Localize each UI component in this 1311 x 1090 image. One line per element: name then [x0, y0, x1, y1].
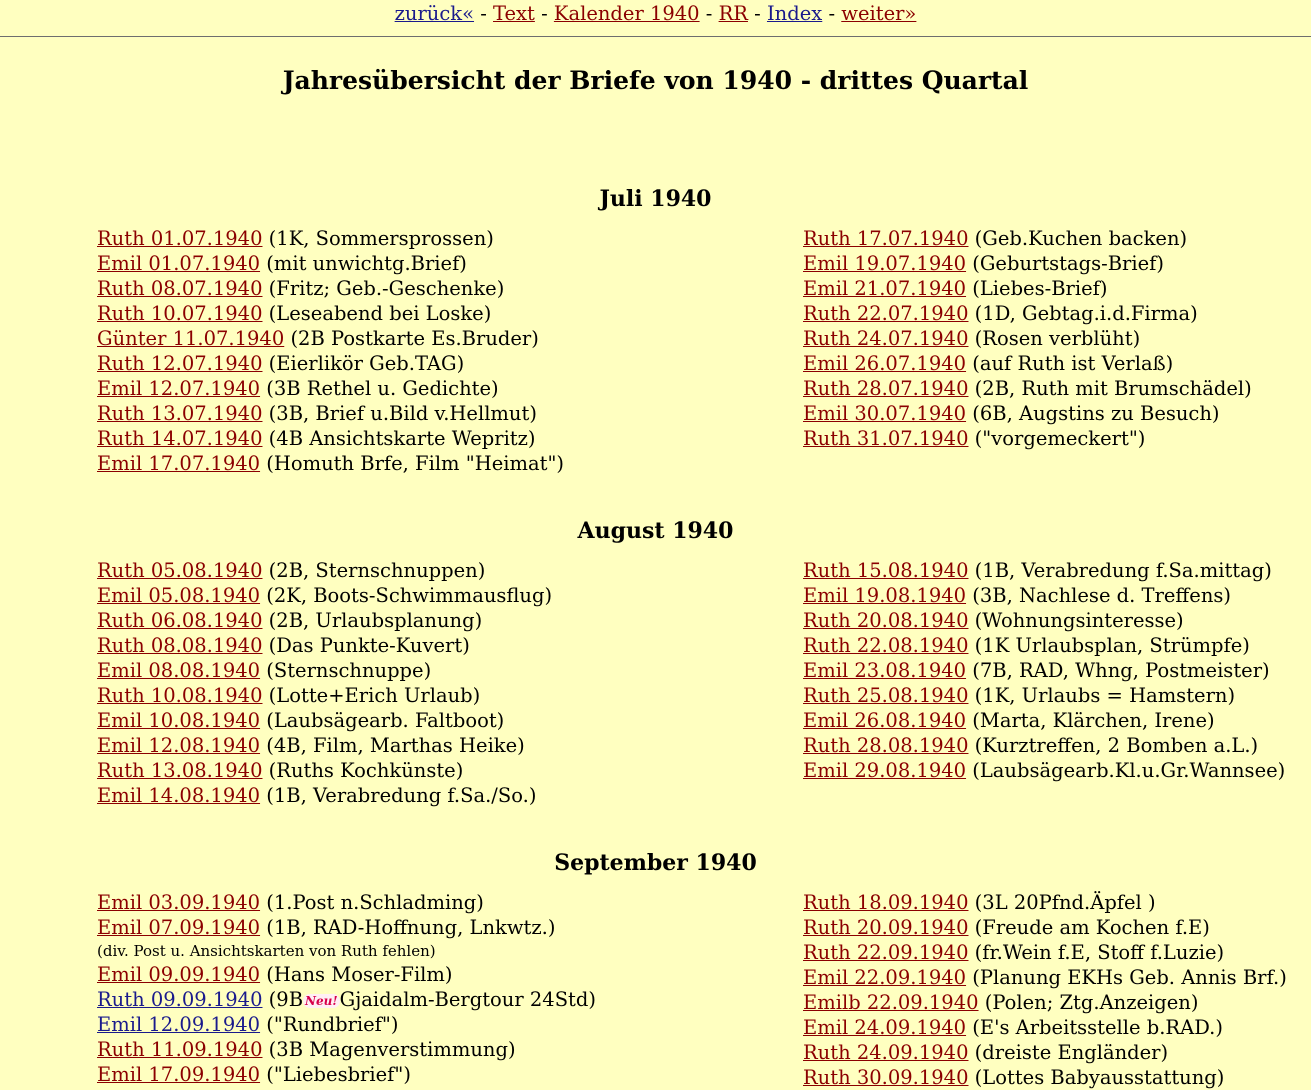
month-section — [0, 186, 1311, 518]
letter-entry — [97, 1012, 596, 1037]
letter-description: (6B, Augstins zu Besuch) — [966, 402, 1220, 425]
letter-description: (Marta, Klärchen, Irene) — [966, 709, 1215, 732]
letter-description: (auf Ruth ist Verlaß) — [966, 352, 1174, 375]
letter-description: (2B, Urlaubsplanung) — [262, 609, 483, 632]
letter-description: (2B, Ruth mit Brumschädel) — [968, 377, 1252, 400]
letter-link[interactable]: Ruth 22.09.1940 — [803, 941, 969, 964]
letter-entry — [97, 608, 552, 633]
nav-separator: - — [474, 2, 494, 25]
letter-link[interactable]: Ruth 31.07.1940 — [803, 427, 969, 450]
letter-entry — [97, 276, 564, 301]
letter-description: (Liebes-Brief) — [966, 277, 1108, 300]
letter-link[interactable]: Emilb 22.09.1940 — [803, 991, 979, 1014]
letter-entry — [97, 426, 564, 451]
letter-entry — [803, 658, 1285, 683]
month-heading: September 1940 — [554, 850, 757, 876]
letter-description: (Lotte+Erich Urlaub) — [262, 684, 481, 707]
letter-description: (Homuth Brfe, Film "Heimat") — [260, 452, 565, 475]
letter-description: (3L 20Pfnd.Äpfel ) — [968, 891, 1156, 914]
letter-column-right — [803, 890, 1287, 1090]
letter-description: (1B, Verabredung f.Sa.mittag) — [968, 559, 1272, 582]
letter-column-left — [97, 890, 596, 1087]
letter-description: (2B, Sternschnuppen) — [262, 559, 486, 582]
letter-entry — [803, 1015, 1287, 1040]
letter-entry — [97, 226, 564, 251]
nav-link-index[interactable]: Index — [766, 2, 823, 25]
letter-entry — [97, 658, 552, 683]
letter-description: (fr.Wein f.E, Stoff f.Luzie) — [968, 941, 1225, 964]
letter-link[interactable]: Emil 07.09.1940 — [97, 916, 261, 939]
nav-link-calendar[interactable]: Kalender 1940 — [553, 2, 700, 25]
letter-description: (Kurztreffen, 2 Bomben a.L.) — [968, 734, 1259, 757]
letter-description: (1D, Gebtag.i.d.Firma) — [968, 302, 1198, 325]
month-heading: August 1940 — [577, 518, 734, 544]
letter-entry — [803, 426, 1252, 451]
letter-description: (Fritz; Geb.-Geschenke) — [262, 277, 505, 300]
letter-entry — [97, 1037, 596, 1062]
letter-entry — [803, 326, 1252, 351]
top-navigation — [0, 0, 1311, 37]
letter-entry — [803, 301, 1252, 326]
letter-entry — [803, 1040, 1287, 1065]
letter-link[interactable]: Emil 17.07.1940 — [97, 452, 261, 475]
letter-description: (3B, Brief u.Bild v.Hellmut) — [262, 402, 537, 425]
letter-description: (1K Urlaubsplan, Strümpfe) — [968, 634, 1250, 657]
letter-description: (Leseabend bei Loske) — [262, 302, 492, 325]
letter-entry — [803, 708, 1285, 733]
letter-entry — [803, 915, 1287, 940]
letter-description: (Wohnungsinteresse) — [968, 609, 1184, 632]
letter-description: (Eierlikör Geb.TAG) — [262, 352, 465, 375]
letter-link[interactable]: Ruth 24.09.1940 — [803, 1041, 969, 1064]
letter-link[interactable]: Emil 26.08.1940 — [803, 709, 967, 732]
letter-link[interactable]: Emil 23.08.1940 — [803, 659, 967, 682]
letter-description: (Geb.Kuchen backen) — [968, 227, 1188, 250]
letter-link[interactable]: Ruth 05.08.1940 — [97, 559, 263, 582]
letter-description: (1B, Verabredung f.Sa./So.) — [260, 784, 537, 807]
letter-entry — [97, 962, 596, 987]
letter-link[interactable]: Günter 11.07.1940 — [97, 327, 285, 350]
letter-link[interactable]: Emil 12.08.1940 — [97, 734, 261, 757]
letter-entry — [97, 633, 552, 658]
letter-description: (dreiste Engländer) — [968, 1041, 1169, 1064]
letter-description: (Lottes Babyausstattung) — [968, 1066, 1225, 1089]
letter-entry — [803, 890, 1287, 915]
letter-entry — [97, 890, 596, 915]
letter-entry — [97, 351, 564, 376]
nav-separator: - — [747, 2, 767, 25]
letter-entry — [803, 965, 1287, 990]
letter-description: (Ruths Kochkünste) — [262, 759, 464, 782]
letter-link[interactable]: Emil 21.07.1940 — [803, 277, 967, 300]
letter-link[interactable]: Ruth 28.08.1940 — [803, 734, 969, 757]
letter-entry — [803, 608, 1285, 633]
letter-entry — [97, 251, 564, 276]
letter-entry — [97, 987, 596, 1012]
letter-entry — [97, 558, 552, 583]
letter-description: (Hans Moser-Film) — [260, 963, 453, 986]
letter-link[interactable]: Ruth 10.07.1940 — [97, 302, 263, 325]
letter-description: (4B Ansichtskarte Wepritz) — [262, 427, 536, 450]
letter-column-left — [97, 558, 552, 808]
letter-entry — [97, 758, 552, 783]
letter-description: Gjaidalm-Bergtour 24Std) — [339, 988, 596, 1011]
letter-link[interactable]: Emil 24.09.1940 — [803, 1016, 967, 1039]
nav-link-rr[interactable]: RR — [718, 2, 748, 25]
letter-description: (3B, Nachlese d. Treffens) — [966, 584, 1231, 607]
missing-post-note: (div. Post u. Ansichtskarten von Ruth fehlen) — [97, 942, 436, 960]
letter-entry — [803, 583, 1285, 608]
letter-entry — [803, 558, 1285, 583]
letter-link[interactable]: Ruth 11.09.1940 — [97, 1038, 263, 1061]
letter-entry — [97, 401, 564, 426]
letter-link[interactable]: Emil 29.08.1940 — [803, 759, 967, 782]
letter-description: (1K, Urlaubs = Hamstern) — [968, 684, 1236, 707]
letter-entry — [803, 226, 1252, 251]
letter-link[interactable]: Emil 08.08.1940 — [97, 659, 261, 682]
letter-link[interactable]: Ruth 20.09.1940 — [803, 916, 969, 939]
letter-description: (1B, RAD-Hoffnung, Lnkwtz.) — [260, 916, 556, 939]
page-title: Jahresübersicht der Briefe von 1940 - drittes Quartal — [282, 66, 1029, 95]
letter-column-right — [803, 558, 1285, 783]
letter-description: ("vorgemeckert") — [968, 427, 1146, 450]
letter-description: (Sternschnuppe) — [260, 659, 432, 682]
letter-link[interactable]: Ruth 12.07.1940 — [97, 352, 263, 375]
nav-separator: - — [534, 2, 554, 25]
letter-description: (Geburtstags-Brief) — [966, 252, 1164, 275]
nav-separator: - — [822, 2, 842, 25]
letter-link[interactable]: Ruth 01.07.1940 — [97, 227, 263, 250]
letter-link[interactable]: Ruth 17.07.1940 — [803, 227, 969, 250]
letter-description: (4B, Film, Marthas Heike) — [260, 734, 525, 757]
letter-entry — [803, 940, 1287, 965]
letter-link[interactable]: Ruth 10.08.1940 — [97, 684, 263, 707]
letter-entry — [97, 783, 552, 808]
letter-link[interactable]: Ruth 13.07.1940 — [97, 402, 263, 425]
letter-entry — [803, 251, 1252, 276]
letter-description: (2B Postkarte Es.Bruder) — [284, 327, 539, 350]
letter-entry — [97, 1062, 596, 1087]
letter-description: (Planung EKHs Geb. Annis Brf.) — [966, 966, 1287, 989]
letter-link[interactable]: Emil 30.07.1940 — [803, 402, 967, 425]
letter-entry — [97, 451, 564, 476]
letter-entry — [803, 758, 1285, 783]
nav-link-text[interactable]: Text — [493, 2, 535, 25]
month-section — [0, 850, 1311, 1089]
letter-link[interactable]: Ruth 08.08.1940 — [97, 634, 263, 657]
letter-link[interactable]: Ruth 09.09.1940 — [97, 988, 263, 1011]
letter-description: (7B, RAD, Whng, Postmeister) — [966, 659, 1270, 682]
letter-link[interactable]: Ruth 22.08.1940 — [803, 634, 969, 657]
letter-link[interactable]: Ruth 22.07.1940 — [803, 302, 969, 325]
letter-entry — [97, 301, 564, 326]
letter-link[interactable]: Ruth 06.08.1940 — [97, 609, 263, 632]
letter-entry — [97, 376, 564, 401]
letter-entry — [803, 376, 1252, 401]
letter-column-left — [97, 226, 564, 476]
letter-entry — [803, 633, 1285, 658]
letter-description: (3B Magenverstimmung) — [262, 1038, 516, 1061]
letter-link[interactable]: Ruth 18.09.1940 — [803, 891, 969, 914]
letter-link[interactable]: Emil 17.09.1940 — [97, 1063, 261, 1086]
letter-link[interactable]: Emil 12.09.1940 — [97, 1013, 261, 1036]
letter-link[interactable]: Ruth 28.07.1940 — [803, 377, 969, 400]
letter-link[interactable]: Emil 01.07.1940 — [97, 252, 261, 275]
letter-description: (Laubsägearb.Kl.u.Gr.Wannsee) — [966, 759, 1286, 782]
month-heading: Juli 1940 — [599, 186, 712, 212]
letter-link[interactable]: Ruth 08.07.1940 — [97, 277, 263, 300]
letter-link[interactable]: Emil 22.09.1940 — [803, 966, 967, 989]
letter-description: (Rosen verblüht) — [968, 327, 1141, 350]
letter-link[interactable]: Emil 09.09.1940 — [97, 963, 261, 986]
letter-description: (9B — [262, 988, 304, 1011]
letter-link[interactable]: Emil 19.08.1940 — [803, 584, 967, 607]
letter-description: (2K, Boots-Schwimmausflug) — [260, 584, 553, 607]
letter-description: (1.Post n.Schladming) — [260, 891, 484, 914]
months-container — [0, 186, 1311, 1089]
nav-link-next[interactable]: weiter» — [841, 2, 917, 25]
letter-link[interactable]: Ruth 13.08.1940 — [97, 759, 263, 782]
letter-entry — [97, 583, 552, 608]
letter-entry — [803, 733, 1285, 758]
letter-description: (Das Punkte-Kuvert) — [262, 634, 470, 657]
letter-description: (Polen; Ztg.Anzeigen) — [978, 991, 1199, 1014]
letter-link[interactable]: Ruth 30.09.1940 — [803, 1066, 969, 1089]
letter-column-right — [803, 226, 1252, 451]
letter-entry — [97, 915, 596, 940]
letter-description: (1K, Sommersprossen) — [262, 227, 494, 250]
letter-entry — [97, 683, 552, 708]
letter-link[interactable]: Emil 19.07.1940 — [803, 252, 967, 275]
letter-description: (Laubsägearb. Faltboot) — [260, 709, 505, 732]
letter-link[interactable]: Ruth 24.07.1940 — [803, 327, 969, 350]
letter-description: (mit unwichtg.Brief) — [260, 252, 467, 275]
letter-link[interactable]: Emil 26.07.1940 — [803, 352, 967, 375]
month-section — [0, 518, 1311, 850]
letter-link[interactable]: Emil 10.08.1940 — [97, 709, 261, 732]
letter-description: ("Liebesbrief") — [260, 1063, 411, 1086]
letter-entry — [803, 401, 1252, 426]
letter-link[interactable]: Ruth 25.08.1940 — [803, 684, 969, 707]
letter-link[interactable]: Ruth 20.08.1940 — [803, 609, 969, 632]
letter-link[interactable]: Emil 12.07.1940 — [97, 377, 261, 400]
letter-entry — [97, 733, 552, 758]
letter-entry — [803, 683, 1285, 708]
letter-description: (3B Rethel u. Gedichte) — [260, 377, 499, 400]
letter-description: (E's Arbeitsstelle b.RAD.) — [966, 1016, 1223, 1039]
nav-separator: - — [699, 2, 719, 25]
letter-link[interactable]: Ruth 14.07.1940 — [97, 427, 263, 450]
new-badge-icon: Neu! — [305, 993, 338, 1008]
letter-entry — [97, 326, 564, 351]
letter-link[interactable]: Emil 14.08.1940 — [97, 784, 261, 807]
letter-link[interactable]: Emil 05.08.1940 — [97, 584, 261, 607]
letter-description: ("Rundbrief") — [260, 1013, 399, 1036]
nav-link-back[interactable]: zurück« — [394, 2, 475, 25]
letter-link[interactable]: Ruth 15.08.1940 — [803, 559, 969, 582]
letter-entry — [803, 276, 1252, 301]
letter-entry — [97, 708, 552, 733]
letter-description: (Freude am Kochen f.E) — [968, 916, 1210, 939]
letter-link[interactable]: Emil 03.09.1940 — [97, 891, 261, 914]
letter-entry — [803, 990, 1287, 1015]
letter-entry — [803, 351, 1252, 376]
